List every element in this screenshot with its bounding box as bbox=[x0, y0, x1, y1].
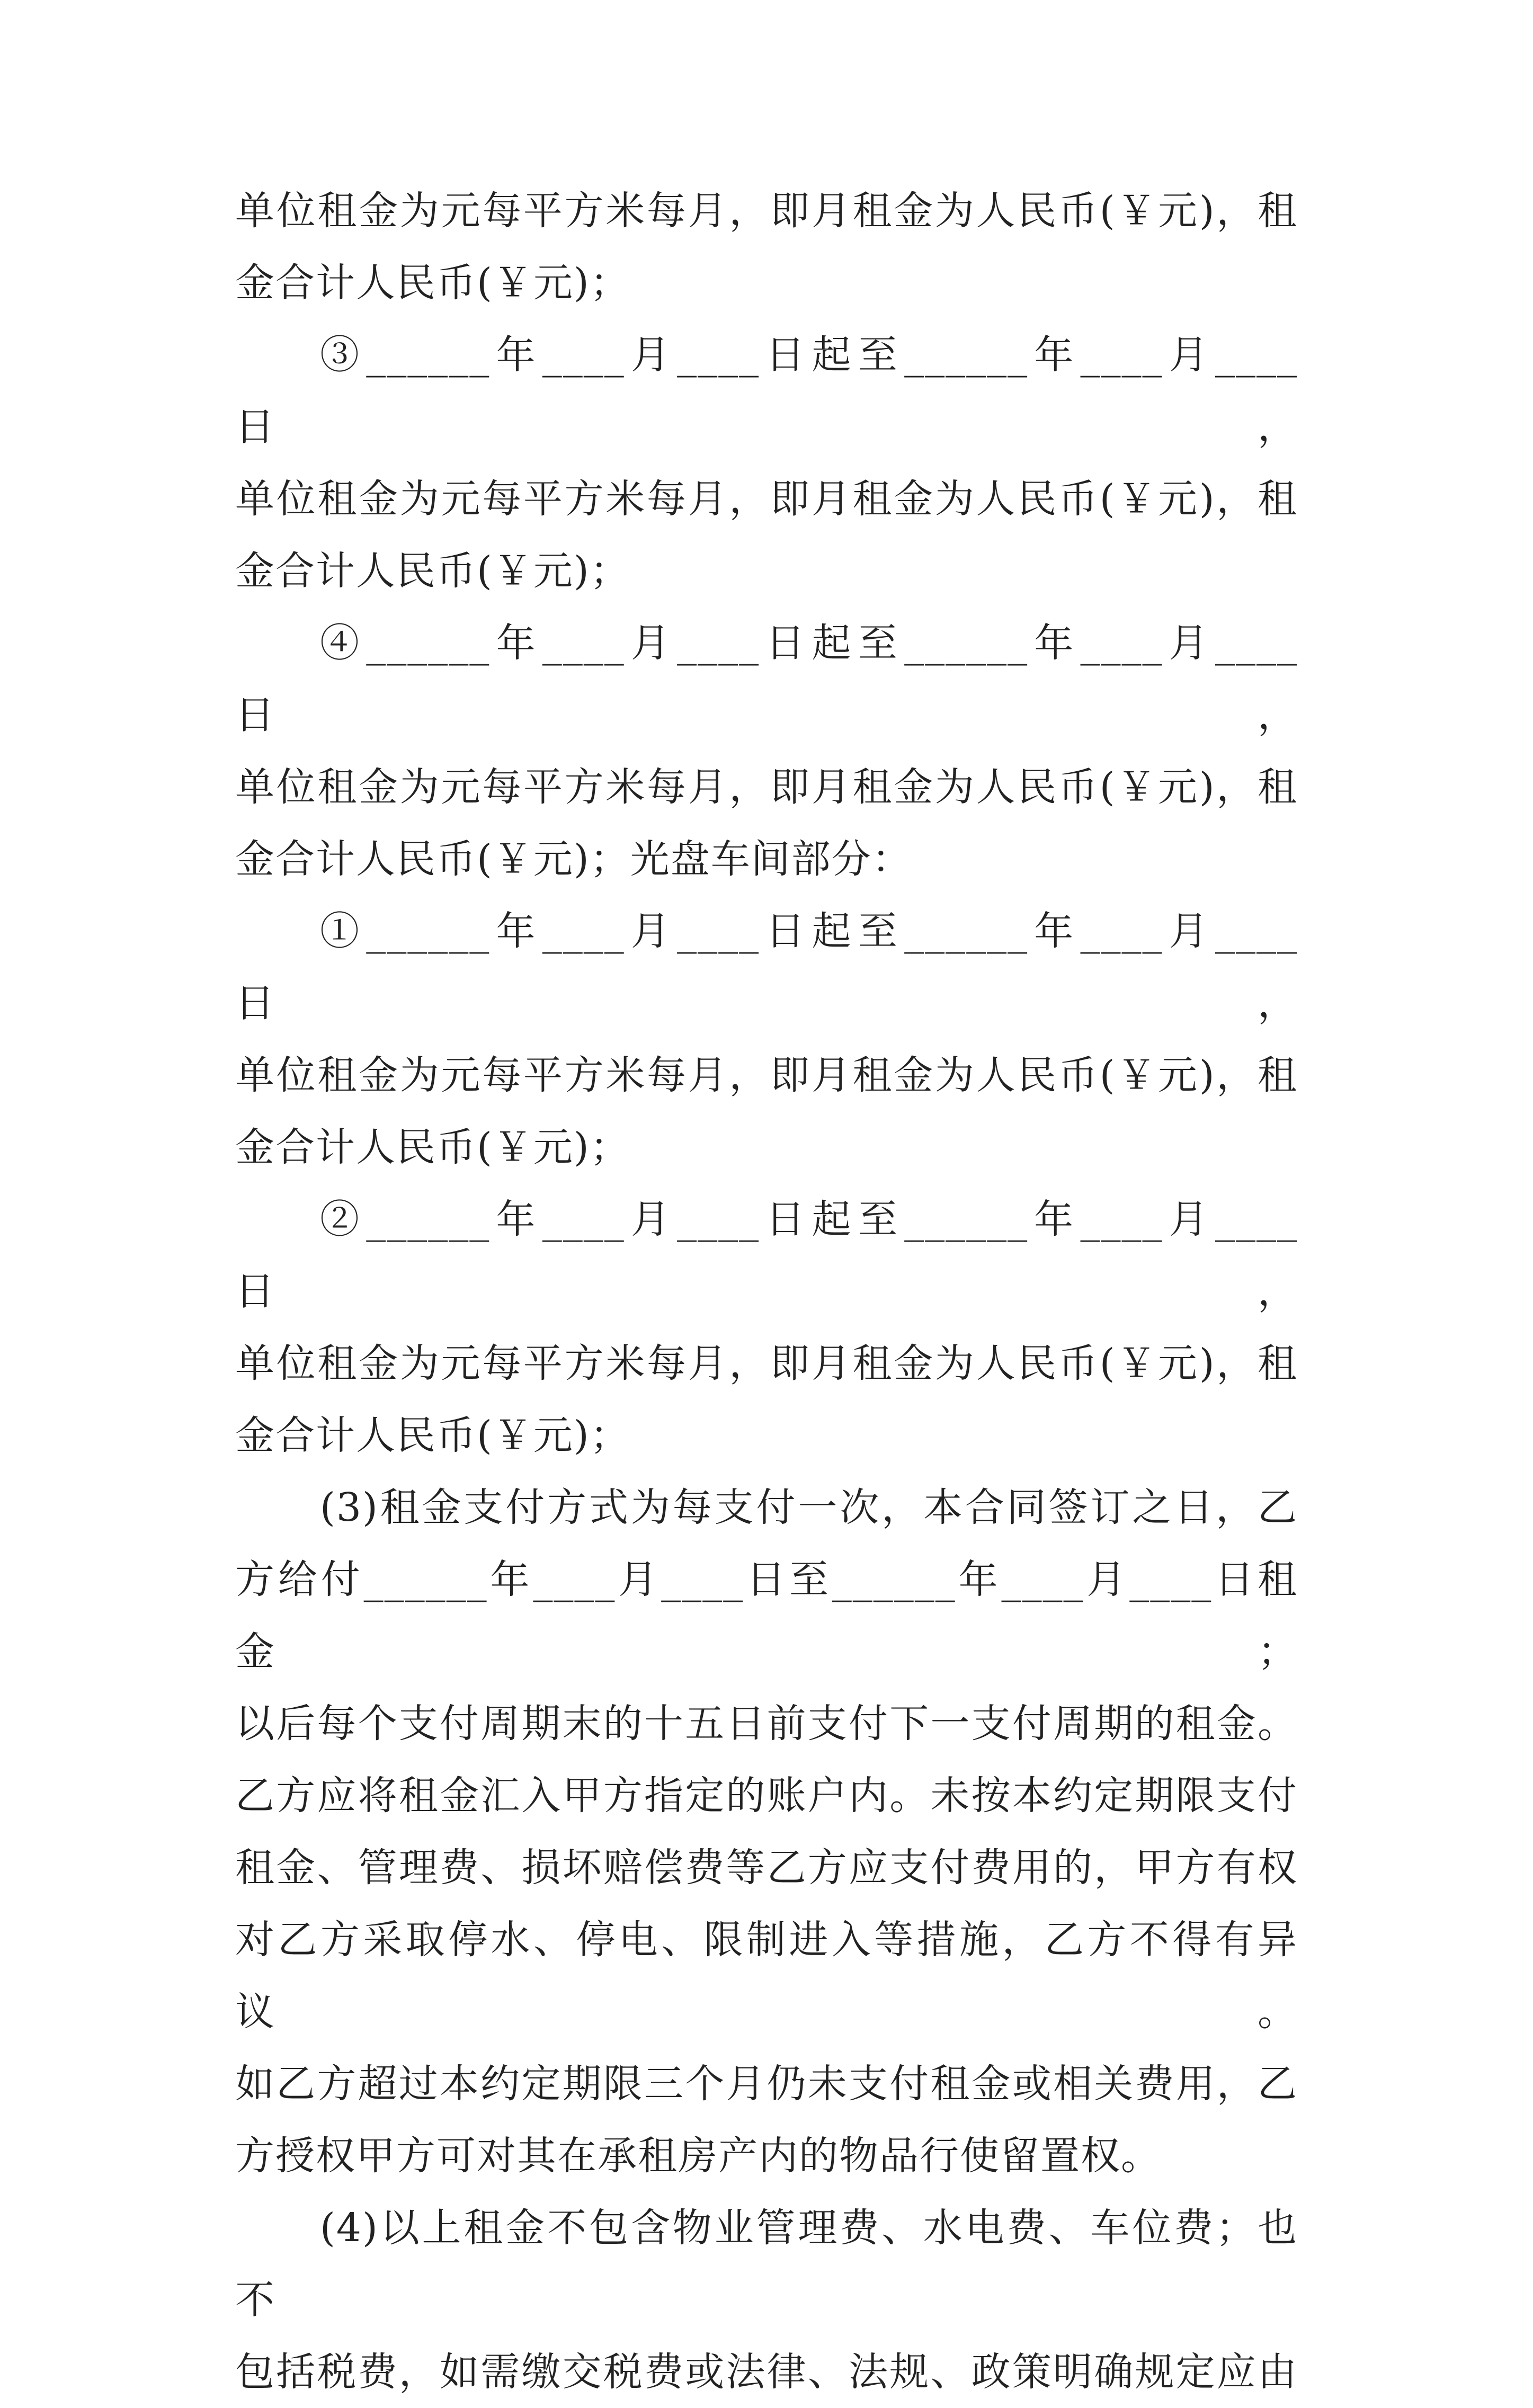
text-line: 金合计人民币(￥元)； bbox=[235, 1125, 630, 1170]
text-line: 单位租金为元每平方米每月，即月租金为人民币(￥元)，租 bbox=[235, 476, 1298, 522]
text-line: 金合计人民币(￥元)； bbox=[235, 548, 630, 594]
text-line: 以后每个支付周期末的十五日前支付下一支付周期的租金。 bbox=[235, 1701, 1298, 1746]
text-line: 对乙方采取停水、停电、限制进入等措施，乙方不得有异议。 bbox=[235, 1917, 1298, 2035]
text-line: (4)以上租金不包含物业管理费、水电费、车位费；也不 bbox=[235, 2205, 1298, 2323]
text-line: (3)租金支付方式为每支付一次，本合同签订之日，乙 bbox=[320, 1485, 1298, 1530]
text-line: 单位租金为元每平方米每月，即月租金为人民币(￥元)，租 bbox=[235, 188, 1298, 234]
text-line: 方授权甲方可对其在承租房产内的物品行使留置权。 bbox=[235, 2133, 1161, 2179]
text-line: ④______年____月____日起至______年____月____日， bbox=[235, 620, 1298, 738]
text-line: 乙方应将租金汇入甲方指定的账户内。未按本约定期限支付 bbox=[235, 1773, 1298, 1818]
text-line: 金合计人民币(￥元)； bbox=[235, 1413, 630, 1458]
text-line: 如乙方超过本约定期限三个月仍未支付租金或相关费用，乙 bbox=[235, 2061, 1298, 2107]
text-line: 单位租金为元每平方米每月，即月租金为人民币(￥元)，租 bbox=[235, 1341, 1298, 1386]
text-line: 金合计人民币(￥元)；光盘车间部分： bbox=[235, 836, 912, 882]
text-line: 方给付______年____月____日至______年____月____日租金； bbox=[235, 1557, 1298, 1674]
text-line: ①______年____月____日起至______年____月____日， bbox=[235, 908, 1298, 1026]
text-line: 租金、管理费、损坏赔偿费等乙方应支付费用的，甲方有权 bbox=[235, 1845, 1298, 1890]
text-line: 单位租金为元每平方米每月，即月租金为人民币(￥元)，租 bbox=[235, 1053, 1298, 1098]
text-line: ②______年____月____日起至______年____月____日， bbox=[235, 1197, 1298, 1314]
text-line: 包括税费，如需缴交税费或法律、法规、政策明确规定应由 bbox=[235, 2349, 1298, 2395]
text-line: 金合计人民币(￥元)； bbox=[235, 260, 630, 306]
text-line: ③______年____月____日起至______年____月____日， bbox=[235, 332, 1298, 450]
text-line: 单位租金为元每平方米每月，即月租金为人民币(￥元)，租 bbox=[235, 764, 1298, 810]
